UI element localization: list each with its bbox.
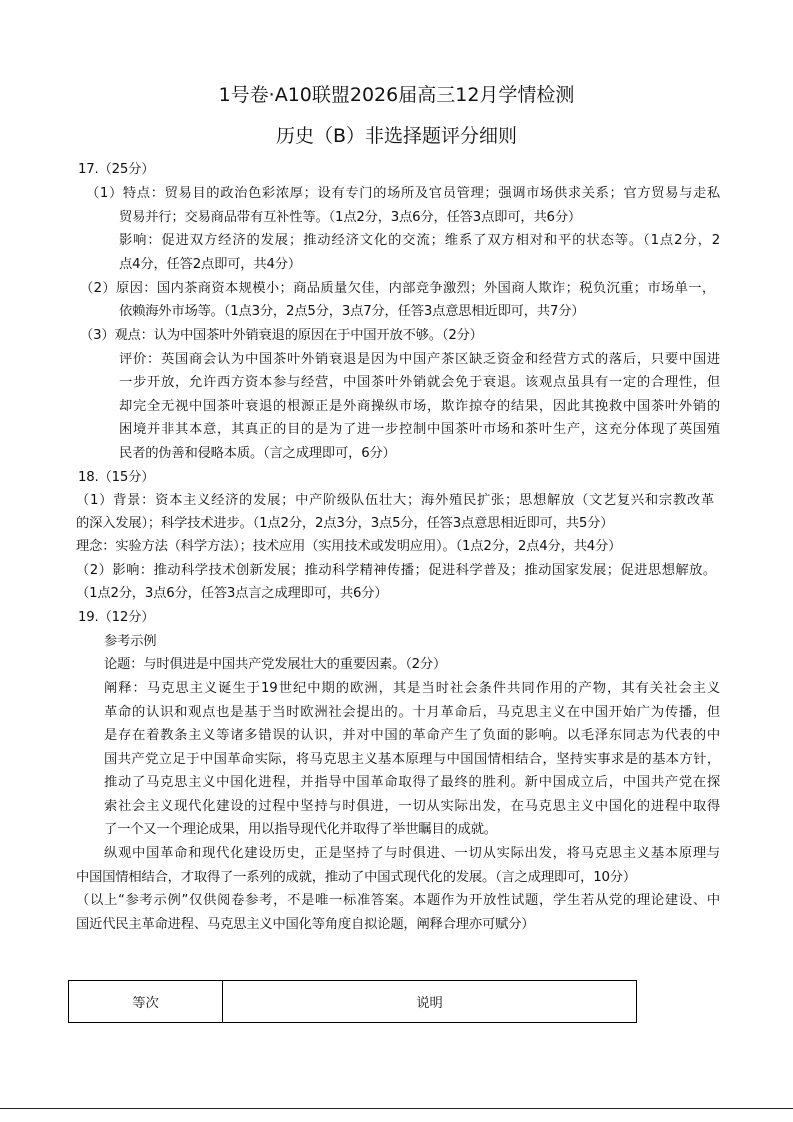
q19-explanation-line: 是存在着教条主义等诸多错误的认识，并对中国的革命产生了负面的影响。以毛泽东同志为代表的中 <box>104 728 720 743</box>
q17-part1-line: 影响：促进双方经济的发展；推动经济文化的交流；维系了双方相对和平的状态等。（1点2分，2 <box>119 233 720 248</box>
table-header-row <box>69 981 637 1023</box>
q17-part3-line: 评价：英国商会认为中国茶叶外销衰退是因为中国产茶区缺乏资金和经营方式的落后，只要中国进 <box>119 352 720 367</box>
q17-part3-line: 一步开放，允许西方资本参与经营，中国茶叶外销就会免于衰退。该观点虽具有一定的合理性，但 <box>119 375 720 390</box>
q17-part1-line: （1）特点：贸易目的政治色彩浓厚；设有专门的场所及官员管理；强调市场供求关系；官方贸易与走私 <box>86 186 720 201</box>
q19-reference-label: 参考示例 <box>104 634 157 649</box>
q19-note-line: 国近代民主革命进程、马克思主义中国化等角度自拟论题，阐释合理亦可赋分） <box>76 917 535 932</box>
q19-explanation-line: 革命的认识和观点也是基于当时欧洲社会提出的。十月革命后，马克思主义在中国开始广为传播，但 <box>104 705 720 720</box>
q18-heading: 18.（15分） <box>78 470 155 485</box>
q17-part1-line: 点4分，任答2点即可，共4分） <box>119 257 301 272</box>
q18-part1-line: （1）背景：资本主义经济的发展；中产阶级队伍壮大；海外殖民扩张；思想解放（文艺复兴和宗教改革 <box>76 493 714 508</box>
q19-explanation-line: 了一个又一个理论成果，用以指导现代化并取得了举世瞩目的成就。 <box>104 822 497 837</box>
q19-explanation-line: 国共产党立足于中国革命实际，将马克思主义基本原理与中国国情相结合，坚持实事求是的基本方针， <box>104 752 720 767</box>
q19-explanation-line: 推动了马克思主义中国化进程，并指导中国革命取得了最终的胜利。新中国成立后，中国共产党在探 <box>104 775 720 790</box>
q17-part3-line: 困境并非其本意，其真正的目的是为了进一步控制中国茶叶市场和茶叶生产，这充分体现了英国殖 <box>119 422 720 437</box>
q17-part1-line: 贸易并行；交易商品带有互补性等。（1点2分，3点6分，任答3点即可，共6分） <box>119 210 582 225</box>
q18-part2-line: （2）影响：推动科学技术创新发展；推动科学精神传播；促进科学普及；推动国家发展；促进思想解放。 <box>76 563 716 578</box>
q17-heading: 17.（25分） <box>78 162 155 177</box>
q19-note-line: （以上“参考示例”仅供阅卷参考，不是唯一标准答案。本题作为开放性试题，学生若从党的理论建设、中 <box>76 893 720 908</box>
q19-heading: 19.（12分） <box>78 610 155 625</box>
document-subtitle: 历史（B）非选择题评分细则 <box>275 125 518 147</box>
q19-summary-line: 纵观中国革命和现代化建设历史，正是坚持了与时俱进、一切从实际出发，将马克思主义基本原理与 <box>104 846 720 861</box>
q19-thesis: 论题：与时俱进是中国共产党发展壮大的重要因素。（2分） <box>104 657 447 672</box>
q17-part3-line: 民者的伪善和侵略本质。（言之成理即可，6分） <box>119 446 396 461</box>
q17-part3-line: 却完全无视中国茶叶衰退的根源正是外商操纵市场，欺诈掠夺的结果，因此其挽救中国茶叶外销的 <box>119 399 720 414</box>
table-header-grade: 等次 <box>69 981 223 1023</box>
q19-explanation-line: 索社会主义现代化建设的过程中坚持与时俱进，一切从实际出发，在马克思主义中国化的进程中取得 <box>104 799 720 814</box>
q17-part2-line: 依赖海外市场等。（1点3分，2点5分，3点7分，任答3点意思相近即可，共7分） <box>119 304 585 319</box>
q18-part1-line: 的深入发展）；科学技术进步。（1点2分，2点3分，3点5分，任答3点意思相近即可，共5分） <box>76 516 614 531</box>
q17-part2-line: （2）原因：国内茶商资本规模小；商品质量欠佳，内部竞争激烈；外国商人欺诈；税负沉重；市场单一， <box>80 281 715 296</box>
q18-part1-line: 理念：实验方法（科学方法）；技术应用（实用技术或发明应用）。（1点2分，2点4分，共4分） <box>76 539 622 554</box>
q17-part3-line: （3）观点：认为中国茶叶外销衰退的原因在于中国开放不够。（2分） <box>80 328 483 343</box>
q18-part2-line: （1点2分，3点6分，任答3点言之成理即可，共6分） <box>76 586 388 601</box>
q19-summary-line: 中国国情相结合，才取得了一系列的成就，推动了中国式现代化的发展。（言之成理即可，10分） <box>76 870 636 885</box>
grading-table <box>68 980 637 1023</box>
page-bottom-rule <box>0 1108 793 1109</box>
table-header-description: 说明 <box>223 981 637 1023</box>
document-title: 1号卷·A10联盟2026届高三12月学情检测 <box>218 84 575 106</box>
q19-explanation-line: 阐释：马克思主义诞生于19世纪中期的欧洲，其是当时社会条件共同作用的产物，其有关社会主义 <box>104 681 720 696</box>
